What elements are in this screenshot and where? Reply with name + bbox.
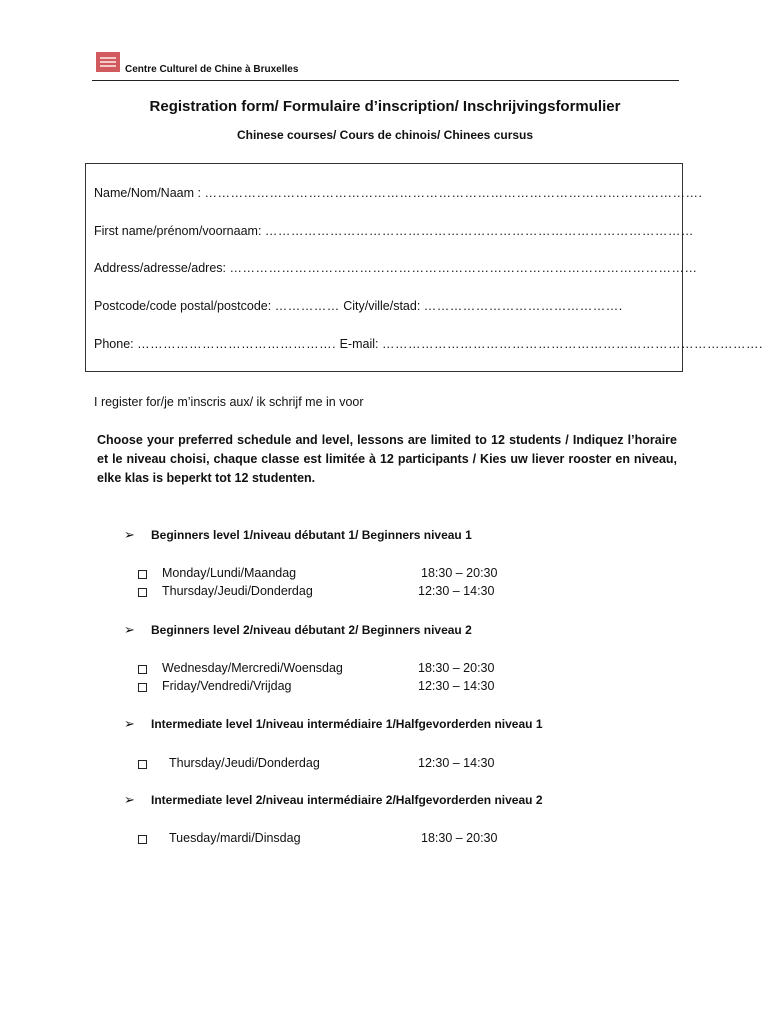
- session-day: Thursday/Jeudi/Donderdag: [162, 584, 313, 598]
- session-day: Monday/Lundi/Maandag: [162, 566, 297, 580]
- postcode-dots: ……………: [274, 299, 340, 313]
- checkbox[interactable]: [138, 835, 147, 844]
- email-label: E-mail:: [339, 337, 379, 351]
- session-time: 18:30 – 20:30: [421, 831, 498, 845]
- address-label: Address/adresse/adres:: [94, 261, 227, 275]
- organization-name: Centre Culturel de Chine à Bruxelles: [125, 64, 299, 75]
- session-day: Wednesday/Mercredi/Woensdag: [162, 661, 343, 675]
- session-time: 12:30 – 14:30: [418, 756, 495, 770]
- level-title: Intermediate level 1/niveau intermédiaire 1/Halfgevorderden niveau 1: [151, 717, 543, 731]
- checkbox[interactable]: [138, 588, 147, 597]
- logo: [96, 52, 120, 72]
- arrow-bullet-icon: ➢: [124, 527, 135, 542]
- session-day: Friday/Vendredi/Vrijdag: [162, 679, 292, 693]
- postcode-label: Postcode/code postal/postcode:: [94, 299, 272, 313]
- session-time: 18:30 – 20:30: [421, 566, 498, 580]
- firstname-dots: ………………………………………………………………………………………: [264, 224, 694, 238]
- address-dots: ………………………………………………………………………………………………: [229, 261, 698, 275]
- page-subtitle: Chinese courses/ Cours de chinois/ Chinees cursus: [236, 128, 534, 142]
- city-label: City/ville/stad:: [343, 299, 421, 313]
- name-field[interactable]: [94, 186, 702, 200]
- checkbox[interactable]: [138, 665, 147, 674]
- name-label: Name/Nom/Naam :: [94, 186, 201, 200]
- name-dots: …………………………………………………………………………………………………….: [204, 186, 703, 200]
- register-text: I register for/je m’inscris aux/ ik schrijf me in voor: [94, 395, 364, 409]
- session-time: 18:30 – 20:30: [418, 661, 495, 675]
- level-title: Beginners level 1/niveau débutant 1/ Beginners niveau 1: [151, 528, 472, 542]
- session-time: 12:30 – 14:30: [418, 584, 495, 598]
- session-day: Thursday/Jeudi/Donderdag: [169, 756, 320, 770]
- checkbox[interactable]: [138, 570, 147, 579]
- phone-label: Phone:: [94, 337, 134, 351]
- session-day: Tuesday/mardi/Dinsdag: [169, 831, 301, 845]
- postcode-city-field[interactable]: [94, 299, 623, 313]
- address-field[interactable]: [94, 261, 698, 275]
- session-time: 12:30 – 14:30: [418, 679, 495, 693]
- city-dots: ……………………………………….: [423, 299, 623, 313]
- checkbox[interactable]: [138, 683, 147, 692]
- page-title: Registration form/ Formulaire d’inscription/ Inschrijvingsformulier: [149, 98, 621, 115]
- arrow-bullet-icon: ➢: [124, 792, 135, 807]
- arrow-bullet-icon: ➢: [124, 622, 135, 637]
- firstname-label: First name/prénom/voornaam:: [94, 224, 262, 238]
- email-dots: …………………………………………………………………………….: [381, 337, 763, 351]
- arrow-bullet-icon: ➢: [124, 716, 135, 731]
- instructions: Choose your preferred schedule and level, lessons are limited to 12 students / Indiquez l’horaire et le niveau choisi, chaque classe est limitée à 12 participants / Kies uw liever rooster en niveau, elke klas is beperkt tot 12 studenten.: [97, 433, 677, 485]
- phone-email-field[interactable]: [94, 337, 763, 351]
- level-title: Intermediate level 2/niveau intermédiaire 2/Halfgevorderden niveau 2: [151, 793, 543, 807]
- level-title: Beginners level 2/niveau débutant 2/ Beginners niveau 2: [151, 623, 472, 637]
- checkbox[interactable]: [138, 760, 147, 769]
- phone-dots: ……………………………………….: [137, 337, 337, 351]
- firstname-field[interactable]: [94, 224, 694, 238]
- header-divider: [92, 80, 679, 81]
